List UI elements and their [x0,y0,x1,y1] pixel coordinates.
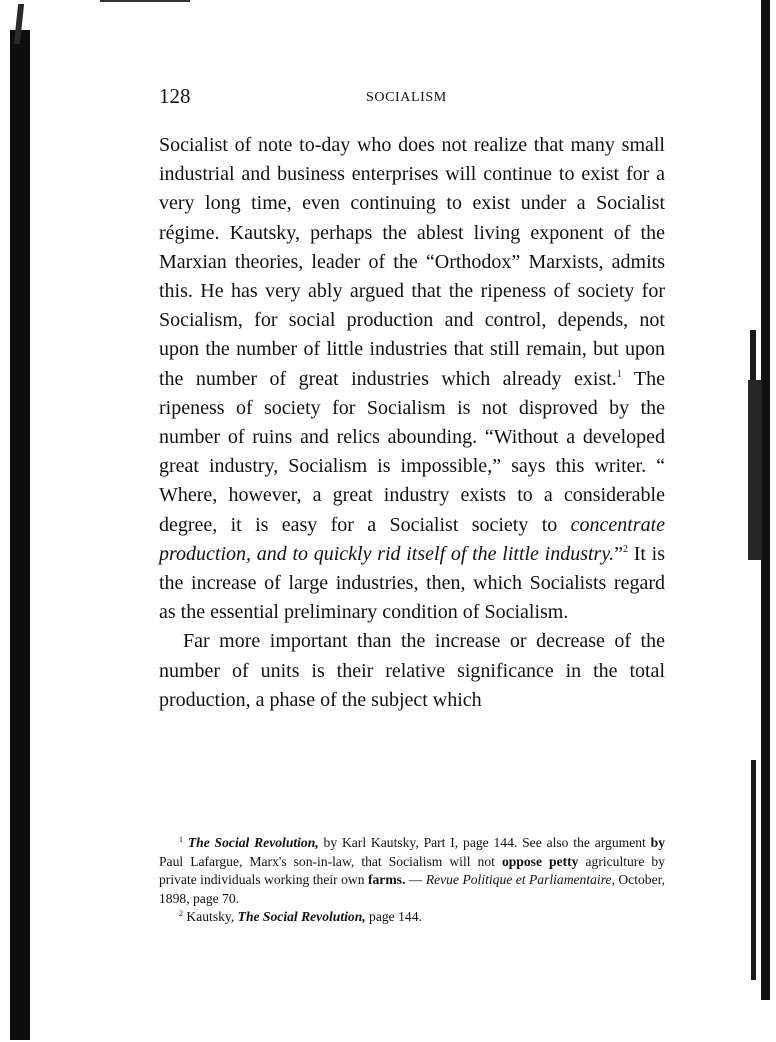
paragraph-1-italic-quote: concentrate production, and to quickly rid itself of the little industry. [159,513,665,565]
scan-right-mark [751,760,756,980]
footnote-1 [159,834,665,908]
footnote-ref-2: 2 [623,543,628,555]
footnote-1-text-4: — [405,872,426,888]
footnote-1-text-1: by Karl Kautsky, Part I, page 144. See also the argument [318,835,651,850]
footnote-ref-1: 1 [616,368,622,380]
paragraph-1-text-a: Socialist of note to-day who does not realize that many small industrial and business enterprises will continue to exist for a very long time, even continuing to exist under a Socialist régime. Kautsky, perhaps the ablest living exponent of the Marxian theories, leader of the “Orthodox” Marxists, admits this. He has very ably argued that the ripeness of society for Socialism, for social production and control, depends, not upon the number of little industries that still remain, but upon the number of great industries which already exist. [159,134,665,390]
footnotes [159,834,665,927]
footnote-2 [159,908,665,927]
scan-right-edge [761,0,770,1000]
footnote-2-marker: 2 [179,909,183,919]
paragraph-1-text-b: The ripeness of society for Socialism is not disproved by the number of ruins and relics abounding. “Without a developed great industry, Socialism is impossible,” says this writer. “ Where, however, a great industry exists to a considerable degree, it is easy for a Socialist society to [159,367,665,536]
footnote-2-author: Kautsky, [186,909,238,925]
footnote-1-by: by [650,835,665,850]
footnote-2-rest: page 144. [365,909,422,925]
paragraph-1 [159,131,665,627]
footnote-1-text-2: Paul Lafargue, Marx's son-in-law, that Socialism will not [159,853,502,869]
footnote-1-journal: Revue Politique et Parliamentaire, [425,872,615,888]
page-number: 128 [159,84,191,108]
footnote-1-title: The Social Revolution, [187,835,319,850]
paragraph-1-text-d: It is the increase of large industries, then, which Socialists regard as the essential preliminary condition of Socialism. [159,542,665,624]
paragraph-1-close-quote: ” [614,542,623,565]
footnote-1-marker: 1 [179,835,183,844]
running-head: SOCIALISM [366,90,447,105]
scan-left-edge [10,30,30,1040]
footnote-1-text-5: October, 1898, page 70. [159,872,665,906]
footnote-1-farms: farms. [367,872,406,888]
scan-top-rule [100,0,190,2]
paragraph-2: Far more important than the increase or decrease of the number of units is their relative significance in the total production, a phase of the subject which [159,630,665,711]
footnote-1-text-3: agriculture by private individuals working their own [159,853,665,888]
footnote-2-title: The Social Revolution, [237,909,366,925]
scan-right-mark [748,380,762,560]
footnote-1-oppose: oppose petty [501,853,579,869]
body-text [159,131,665,715]
